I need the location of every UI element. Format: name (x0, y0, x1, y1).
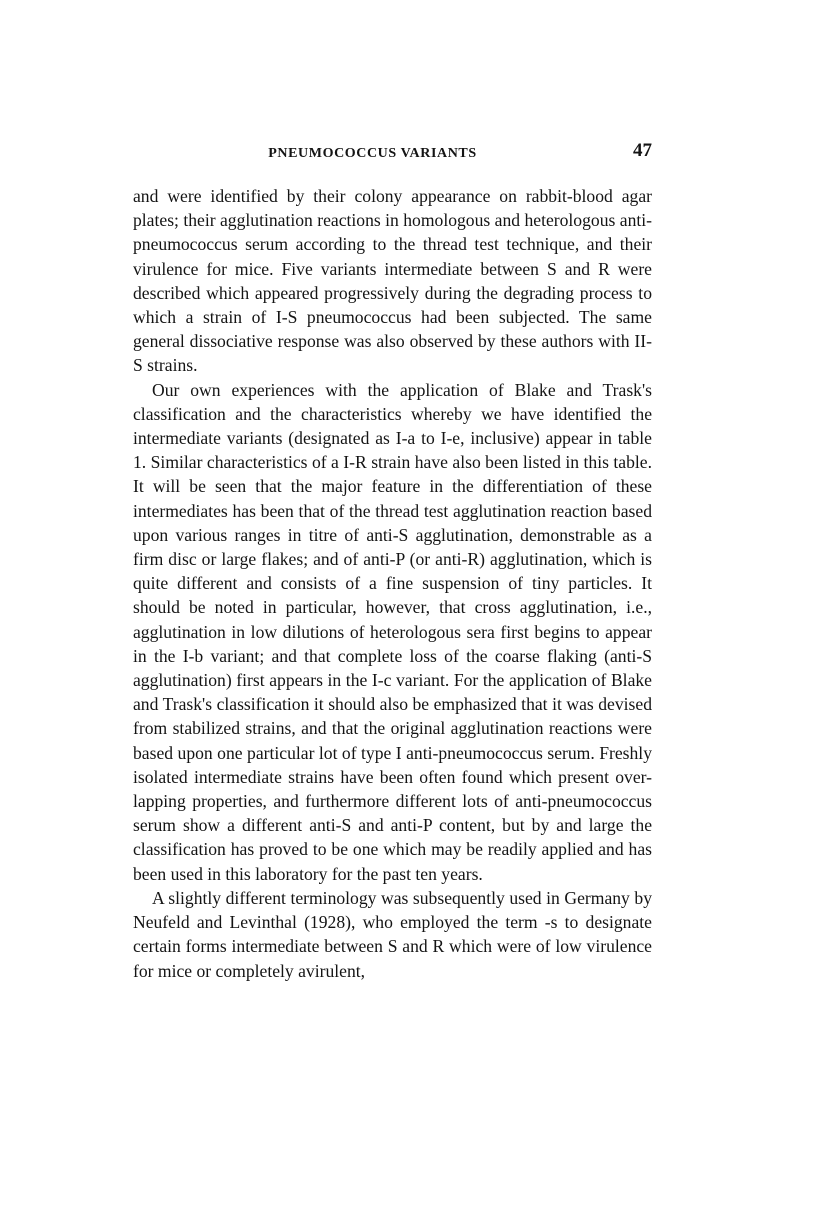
document-page (133, 138, 652, 983)
running-header (133, 138, 652, 170)
body-text (133, 184, 652, 983)
paragraph-continuation: and were identified by their colony appearance on rabbit-blood agar plates; their agglutination reactions in homologous and heterologous anti-pneumococcus serum according to the thread test technique, and their virulence for mice. Five variants intermediate between S and R were described which appeared progressively during the degrading process to which a strain of I-S pneumococcus had been subjected. The same general dissociative response was also observed by these authors with II-S strains. (133, 186, 652, 376)
paragraph-classification: Our own experiences with the application of Blake and Trask's classification and the characteristics whereby we have identified the intermediate variants (designated as I-a to I-e, inclusive) appear in table 1. Similar characteristics of a I-R strain have also been listed in this table. It will be seen that the major feature in the differentiation of these intermediates has been that of the thread test agglutination reaction based upon various ranges in titre of anti-S agglutination, demonstrable as a firm disc or large flakes; and of anti-P (or anti-R) agglutination, which is quite different and consists of a fine suspension of tiny particles. It should be noted in particular, however, that cross agglutination, i.e., agglutination in low dilutions of heterologous sera first begins to appear in the I-b variant; and that complete loss of the coarse flaking (anti-S agglutination) first appears in the I-c variant. For the application of Blake and Trask's classification it should also be emphasized that it was devised from stabilized strains, and that the original agglutination reactions were based upon one particular lot of type I anti-pneumococcus serum. Freshly isolated intermediate strains have been often found which present over-lapping properties, and furthermore different lots of anti-pneumococcus serum show a different anti-S and anti-P content, but by and large the classification has proved to be one which may be readily applied and has been used in this laboratory for the past ten years. (133, 379, 652, 884)
page-number: 47 (633, 140, 652, 161)
running-title: PNEUMOCOCCUS VARIANTS (268, 146, 477, 161)
paragraph-terminology: A slightly different terminology was subsequently used in Germany by Neufeld and Levinthal (1928), who employed the term -s to designate certain forms intermediate between S and R which were of low virulence for mice or completely avirulent, (133, 887, 652, 981)
